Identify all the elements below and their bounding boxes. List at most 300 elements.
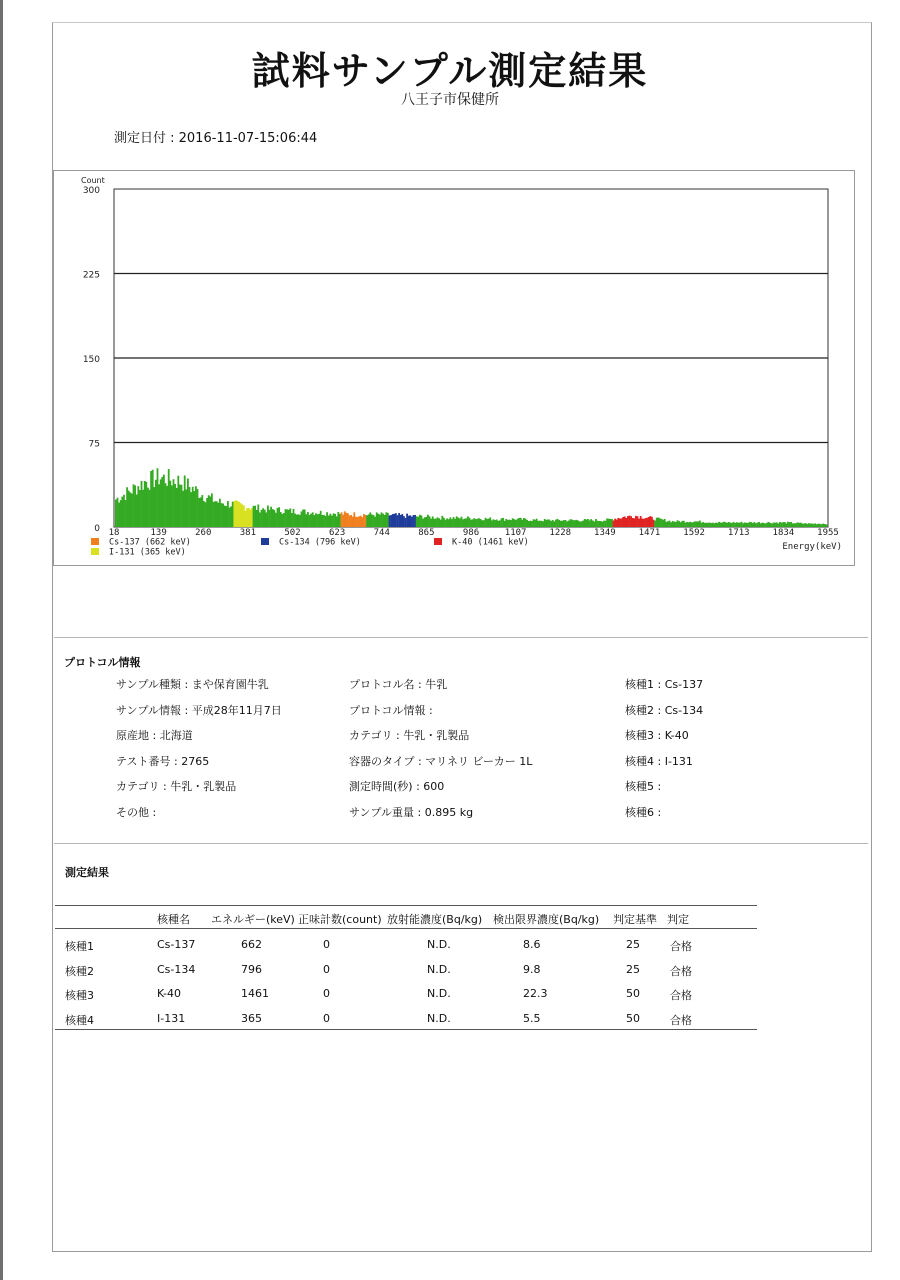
spectrum-bar bbox=[664, 519, 666, 527]
spectrum-bar bbox=[149, 490, 151, 527]
table-header-cell: 核種名 bbox=[157, 913, 190, 926]
spectrum-bar bbox=[569, 519, 571, 527]
spectrum-bar bbox=[246, 508, 248, 527]
spectrum-bar bbox=[249, 509, 251, 527]
spectrum-bar bbox=[731, 523, 733, 527]
spectrum-bar bbox=[689, 522, 691, 527]
spectrum-bar bbox=[467, 516, 469, 527]
spectrum-bar bbox=[497, 521, 499, 527]
spectrum-bar bbox=[259, 512, 261, 527]
spectrum-bar bbox=[424, 517, 426, 527]
spectrum-bar bbox=[648, 517, 650, 527]
table-cell: 合格 bbox=[670, 964, 692, 978]
spectrum-bar bbox=[166, 486, 168, 527]
spectrum-bar bbox=[441, 516, 443, 527]
spectrum-bar bbox=[121, 497, 123, 527]
spectrum-bar bbox=[659, 518, 661, 527]
spectrum-bar bbox=[333, 513, 335, 527]
spectrum-bar bbox=[273, 510, 275, 527]
spectrum-bar bbox=[414, 515, 416, 527]
protocol-field: カテゴリ : 牛乳・乳製品 bbox=[116, 780, 237, 793]
spectrum-bar bbox=[288, 510, 290, 527]
table-cell: N.D. bbox=[427, 987, 451, 1000]
spectrum-bar bbox=[573, 520, 575, 527]
table-cell: 0 bbox=[323, 1011, 330, 1025]
spectrum-bar bbox=[635, 516, 637, 527]
protocol-field: カテゴリ : 牛乳・乳製品 bbox=[349, 729, 470, 742]
spectrum-bar bbox=[491, 520, 493, 527]
spectrum-bar bbox=[523, 518, 525, 527]
spectrum-bar bbox=[609, 519, 611, 527]
spectrum-bar bbox=[637, 516, 639, 527]
spectrum-bar bbox=[515, 520, 517, 527]
spectrum-bar bbox=[454, 519, 456, 527]
y-tick-label: 75 bbox=[88, 439, 100, 450]
spectrum-bar bbox=[694, 521, 696, 527]
spectrum-bar bbox=[504, 521, 506, 527]
spectrum-bar bbox=[376, 512, 378, 527]
spectrum-bar bbox=[275, 513, 277, 527]
spectrum-bar bbox=[411, 517, 413, 527]
spectrum-bar bbox=[739, 523, 741, 527]
spectrum-bar bbox=[496, 519, 498, 527]
spectrum-bar bbox=[344, 511, 346, 527]
spectrum-bar bbox=[777, 523, 779, 527]
spectrum-bar bbox=[646, 518, 648, 527]
spectrum-bar bbox=[726, 523, 728, 527]
protocol-field: サンプル情報 : 平成28年11月7日 bbox=[116, 703, 282, 717]
spectrum-bar bbox=[270, 507, 272, 527]
protocol-field: 原産地 : 北海道 bbox=[116, 729, 193, 742]
spectrum-bar bbox=[614, 519, 616, 527]
spectrum-bar bbox=[285, 509, 287, 527]
spectrum-bar bbox=[630, 516, 632, 527]
spectrum-bar bbox=[357, 517, 359, 527]
spectrum-bar bbox=[374, 517, 376, 527]
spectrum-bar bbox=[387, 513, 389, 527]
spectrum-bar bbox=[422, 519, 424, 527]
protocol-field: 核種2 : Cs-134 bbox=[625, 703, 704, 717]
spectrum-bar bbox=[152, 470, 154, 527]
spectrum-bar bbox=[465, 518, 467, 527]
spectrum-bar bbox=[787, 522, 789, 527]
spectrum-bar bbox=[190, 492, 192, 527]
spectrum-bar bbox=[616, 520, 618, 527]
spectrum-bar bbox=[157, 468, 159, 527]
x-tick-label: 139 bbox=[150, 528, 167, 538]
protocol-field: 核種1 : Cs-137 bbox=[625, 678, 704, 691]
spectrum-bar bbox=[153, 487, 155, 527]
spectrum-bar bbox=[334, 514, 336, 527]
spectrum-bar bbox=[289, 508, 291, 527]
spectrum-bar bbox=[309, 515, 311, 527]
spectrum-bar bbox=[821, 524, 823, 527]
spectrum-bar bbox=[568, 521, 570, 527]
y-tick-label: 300 bbox=[82, 186, 100, 196]
spectrum-bar bbox=[294, 514, 296, 527]
table-cell: 核種4 bbox=[65, 1013, 94, 1027]
table-row bbox=[55, 957, 757, 981]
spectrum-bar bbox=[161, 477, 163, 527]
x-tick-label: 1592 bbox=[683, 528, 705, 538]
spectrum-bar bbox=[305, 514, 307, 527]
spectrum-bar bbox=[685, 523, 687, 527]
spectrum-bar bbox=[760, 523, 762, 527]
table-header-cell: エネルギー(keV) bbox=[211, 913, 295, 926]
spectrum-bar bbox=[230, 506, 232, 527]
spectrum-bar bbox=[813, 524, 815, 527]
spectrum-bar bbox=[331, 516, 333, 527]
table-cell: 核種2 bbox=[65, 964, 94, 978]
spectrum-bar bbox=[806, 524, 808, 527]
table-cell: Cs-137 bbox=[157, 938, 196, 951]
spectrum-bar bbox=[185, 489, 187, 527]
spectrum-bar bbox=[241, 504, 243, 527]
spectrum-bar bbox=[677, 520, 679, 527]
spectrum-bar bbox=[139, 490, 141, 527]
spectrum-bar bbox=[283, 513, 285, 527]
spectrum-bar bbox=[782, 522, 784, 527]
spectrum-bar bbox=[486, 519, 488, 527]
x-tick-label: 1471 bbox=[638, 528, 661, 538]
spectrum-bar bbox=[225, 506, 227, 527]
spectrum-bar bbox=[800, 523, 802, 527]
spectrum-bar bbox=[704, 523, 706, 527]
spectrum-bar bbox=[313, 515, 315, 527]
spectrum-bar bbox=[262, 508, 264, 527]
spectrum-bar bbox=[545, 520, 547, 527]
measure-date: 測定日付 : 2016-11-07-15:06:44 bbox=[114, 131, 318, 146]
spectrum-bar bbox=[816, 524, 818, 527]
spectrum-bar bbox=[403, 516, 405, 527]
spectrum-bar bbox=[817, 524, 819, 527]
spectrum-bar bbox=[366, 515, 368, 527]
x-tick-label: 502 bbox=[284, 528, 301, 538]
spectrum-bar bbox=[680, 522, 682, 527]
x-tick-label: 986 bbox=[462, 528, 480, 538]
spectrum-bar bbox=[144, 481, 146, 527]
spectrum-bar bbox=[598, 521, 600, 527]
spectrum-bar bbox=[449, 517, 451, 527]
spectrum-bar bbox=[712, 523, 714, 527]
spectrum-bar bbox=[555, 520, 557, 527]
spectrum-bar bbox=[773, 522, 775, 527]
spectrum-bar bbox=[595, 519, 597, 527]
spectrum-bar bbox=[517, 519, 519, 527]
protocol-field: その他 : bbox=[116, 805, 157, 819]
spectrum-bar bbox=[784, 522, 786, 527]
spectrum-bar bbox=[611, 519, 613, 527]
spectrum-bar bbox=[518, 518, 520, 527]
spectrum-bar bbox=[237, 501, 239, 527]
spectrum-bar bbox=[589, 520, 591, 527]
spectrum-bar bbox=[705, 523, 707, 527]
spectrum-bar bbox=[632, 518, 634, 527]
spectrum-bar bbox=[653, 520, 655, 527]
spectrum-bar bbox=[675, 522, 677, 527]
spectrum-bar bbox=[641, 519, 643, 527]
spectrum-bar bbox=[581, 521, 583, 527]
spectrum-bar bbox=[480, 519, 482, 527]
spectrum-bar bbox=[488, 519, 490, 527]
spectrum-bar bbox=[206, 498, 208, 527]
spectrum-bar bbox=[601, 522, 603, 527]
table-row bbox=[55, 932, 757, 956]
separator-results bbox=[54, 843, 868, 844]
spectrum-bar bbox=[301, 511, 303, 527]
spectrum-bar bbox=[693, 522, 695, 527]
spectrum-bar bbox=[493, 519, 495, 527]
spectrum-bar bbox=[265, 512, 267, 527]
spectrum-bar bbox=[219, 499, 221, 527]
spectrum-bar bbox=[401, 514, 403, 527]
spectrum-bar bbox=[200, 497, 202, 527]
spectrum-bar bbox=[445, 520, 447, 527]
spectrum-bar bbox=[360, 516, 362, 527]
table-cell: 662 bbox=[241, 938, 262, 951]
legend-label: Cs-134 (796 keV) bbox=[279, 537, 361, 548]
spectrum-bar bbox=[267, 506, 269, 527]
x-tick-label: 1834 bbox=[772, 528, 795, 538]
spectrum-bar bbox=[353, 512, 355, 527]
spectrum-bar bbox=[189, 487, 191, 527]
spectrum-bar bbox=[416, 516, 418, 527]
spectrum-bar bbox=[717, 523, 719, 527]
spectrum-bar bbox=[577, 521, 579, 527]
spectrum-bar bbox=[160, 479, 162, 527]
spectrum-bar bbox=[429, 516, 431, 527]
spectrum-bar bbox=[673, 522, 675, 527]
spectrum-bar bbox=[729, 523, 731, 527]
spectrum-bar bbox=[126, 487, 128, 527]
spectrum-bar bbox=[683, 521, 685, 527]
spectrum-bar bbox=[251, 508, 253, 527]
table-cell: 0 bbox=[323, 938, 330, 951]
spectrum-bar bbox=[662, 520, 664, 527]
spectrum-bar bbox=[179, 484, 181, 527]
scan-edge bbox=[0, 0, 3, 1280]
spectrum-bar bbox=[822, 524, 824, 527]
spectrum-bar bbox=[638, 519, 640, 527]
spectrum-bar bbox=[430, 519, 432, 527]
spectrum-bar bbox=[720, 523, 722, 527]
spectrum-bar bbox=[341, 512, 343, 527]
separator-protocol bbox=[54, 637, 868, 638]
spectrum-bar bbox=[158, 484, 160, 527]
table-header-cell: 検出限界濃度(Bq/kg) bbox=[493, 913, 600, 926]
spectrum-bar bbox=[457, 518, 459, 527]
table-cell: Cs-134 bbox=[157, 962, 196, 976]
table-row bbox=[55, 1006, 757, 1030]
spectrum-bar bbox=[473, 518, 475, 527]
spectrum-bar bbox=[606, 518, 608, 527]
spectrum-bar bbox=[323, 515, 325, 527]
y-tick-label: 150 bbox=[82, 355, 100, 365]
spectrum-bar bbox=[665, 522, 667, 527]
spectrum-bar bbox=[702, 522, 704, 527]
protocol-field: 核種5 : bbox=[625, 780, 662, 793]
spectrum-bar bbox=[808, 523, 810, 527]
spectrum-bar bbox=[296, 515, 298, 527]
spectrum-bar bbox=[150, 471, 152, 527]
spectrum-bar bbox=[721, 522, 723, 527]
spectrum-bar bbox=[381, 512, 383, 527]
spectrum-bar bbox=[174, 484, 176, 527]
spectrum-bar bbox=[245, 511, 247, 527]
spectrum-bar bbox=[456, 516, 458, 527]
spectrum-bar bbox=[203, 501, 205, 527]
spectrum-bar bbox=[355, 517, 357, 527]
spectrum-bar bbox=[713, 523, 715, 527]
spectrum-bar bbox=[534, 520, 536, 527]
spectrum-bar bbox=[825, 524, 827, 527]
spectrum-bar bbox=[728, 522, 730, 527]
spectrum-bar bbox=[328, 516, 330, 527]
spectrum-bar bbox=[464, 519, 466, 527]
spectrum-bar bbox=[779, 522, 781, 527]
spectrum-bar bbox=[254, 506, 256, 527]
spectrum-bar bbox=[499, 520, 501, 527]
table-cell: N.D. bbox=[427, 938, 451, 951]
table-header-cell: 判定 bbox=[667, 913, 689, 926]
legend-swatch bbox=[261, 538, 269, 545]
spectrum-bar bbox=[361, 517, 363, 527]
spectrum-chart-svg bbox=[54, 171, 854, 565]
document-title: 試料サンプル測定結果 bbox=[251, 49, 649, 93]
spectrum-bar bbox=[710, 523, 712, 527]
table-header-cell: 判定基準 bbox=[613, 913, 657, 926]
spectrum-bar bbox=[723, 522, 725, 527]
spectrum-bar bbox=[448, 519, 450, 527]
spectrum-bar bbox=[528, 521, 530, 527]
spectrum-bar bbox=[597, 521, 599, 527]
x-tick-label: 260 bbox=[195, 528, 212, 538]
legend-label: Cs-137 (662 keV) bbox=[109, 537, 191, 548]
spectrum-bar bbox=[565, 520, 567, 527]
spectrum-bar bbox=[560, 521, 562, 527]
spectrum-bar bbox=[512, 518, 514, 527]
x-tick-label: 18 bbox=[108, 528, 120, 538]
legend-swatch bbox=[434, 538, 442, 545]
spectrum-bar bbox=[640, 516, 642, 527]
spectrum-bar bbox=[501, 518, 503, 527]
spectrum-bar bbox=[776, 522, 778, 527]
spectrum-bar bbox=[142, 490, 144, 527]
spectrum-bar bbox=[741, 522, 743, 527]
table-cell: N.D. bbox=[427, 1011, 451, 1025]
spectrum-bar bbox=[421, 516, 423, 527]
spectrum-bar bbox=[584, 519, 586, 527]
spectrum-bar bbox=[771, 523, 773, 527]
spectrum-bar bbox=[307, 512, 309, 527]
spectrum-bar bbox=[145, 482, 147, 527]
spectrum-bar bbox=[347, 513, 349, 527]
spectrum-bar bbox=[656, 518, 658, 527]
protocol-field: プロトコル名 : 牛乳 bbox=[349, 678, 448, 691]
spectrum-bar bbox=[216, 501, 218, 527]
x-axis-label: Energy(keV) bbox=[782, 542, 842, 552]
table-header-cell: 放射能濃度(Bq/kg) bbox=[387, 913, 483, 926]
spectrum-bar bbox=[233, 501, 235, 527]
spectrum-bar bbox=[752, 523, 754, 527]
legend-label: I-131 (365 keV) bbox=[109, 547, 186, 558]
table-cell: 5.5 bbox=[523, 1011, 541, 1025]
table-cell: 合格 bbox=[670, 1013, 692, 1027]
spectrum-bar bbox=[326, 512, 328, 527]
spectrum-bar bbox=[395, 513, 397, 527]
spectrum-bar bbox=[261, 510, 263, 527]
spectrum-bar bbox=[525, 519, 527, 527]
protocol-field: 核種6 : bbox=[625, 805, 662, 819]
spectrum-bar bbox=[547, 519, 549, 527]
spectrum-bar bbox=[629, 516, 631, 527]
spectrum-bar bbox=[761, 523, 763, 527]
spectrum-bar bbox=[552, 520, 554, 527]
spectrum-bar bbox=[195, 486, 197, 527]
spectrum-bar bbox=[379, 515, 381, 527]
spectrum-bar bbox=[667, 521, 669, 527]
spectrum-bar bbox=[440, 520, 442, 527]
spectrum-bar bbox=[337, 512, 339, 527]
spectrum-chart bbox=[53, 170, 855, 566]
spectrum-bar bbox=[469, 518, 471, 527]
spectrum-bar bbox=[315, 513, 317, 527]
spectrum-bar bbox=[133, 484, 135, 527]
table-cell: 合格 bbox=[670, 989, 692, 1002]
spectrum-bar bbox=[405, 518, 407, 527]
spectrum-bar bbox=[433, 519, 435, 527]
table-cell: 50 bbox=[626, 1011, 640, 1025]
spectrum-bar bbox=[208, 495, 210, 527]
spectrum-bar bbox=[526, 520, 528, 527]
spectrum-bar bbox=[310, 514, 312, 527]
protocol-field: 核種3 : K-40 bbox=[625, 729, 689, 742]
spectrum-bar bbox=[136, 495, 138, 527]
spectrum-bar bbox=[184, 475, 186, 527]
spectrum-bar bbox=[769, 523, 771, 527]
spectrum-bar bbox=[117, 498, 119, 527]
spectrum-bar bbox=[317, 514, 319, 527]
spectrum-bar bbox=[763, 523, 765, 527]
spectrum-bar bbox=[177, 476, 179, 527]
x-tick-label: 744 bbox=[373, 528, 390, 538]
table-cell: I-131 bbox=[157, 1011, 186, 1025]
table-cell: 核種1 bbox=[65, 940, 94, 953]
spectrum-bar bbox=[686, 522, 688, 527]
spectrum-bar bbox=[613, 520, 615, 527]
spectrum-bar bbox=[619, 518, 621, 527]
x-tick-label: 1713 bbox=[727, 528, 750, 538]
spectrum-bar bbox=[483, 520, 485, 527]
spectrum-bar bbox=[510, 520, 512, 527]
spectrum-bar bbox=[409, 515, 411, 527]
spectrum-bar bbox=[549, 520, 551, 527]
spectrum-bar bbox=[592, 520, 594, 527]
spectrum-bar bbox=[814, 523, 816, 527]
spectrum-bar bbox=[325, 516, 327, 527]
spectrum-bar bbox=[707, 523, 709, 527]
x-tick-label: 1107 bbox=[504, 528, 527, 538]
protocol-field: プロトコル情報 : bbox=[349, 703, 433, 717]
spectrum-bar bbox=[198, 498, 200, 527]
spectrum-bar bbox=[182, 491, 184, 527]
table-header-row bbox=[55, 905, 757, 929]
spectrum-bar bbox=[222, 504, 224, 527]
table-header-cell: 正味計数(count) bbox=[298, 913, 382, 926]
spectrum-bar bbox=[605, 521, 607, 527]
spectrum-bar bbox=[281, 514, 283, 527]
spectrum-bar bbox=[744, 523, 746, 527]
